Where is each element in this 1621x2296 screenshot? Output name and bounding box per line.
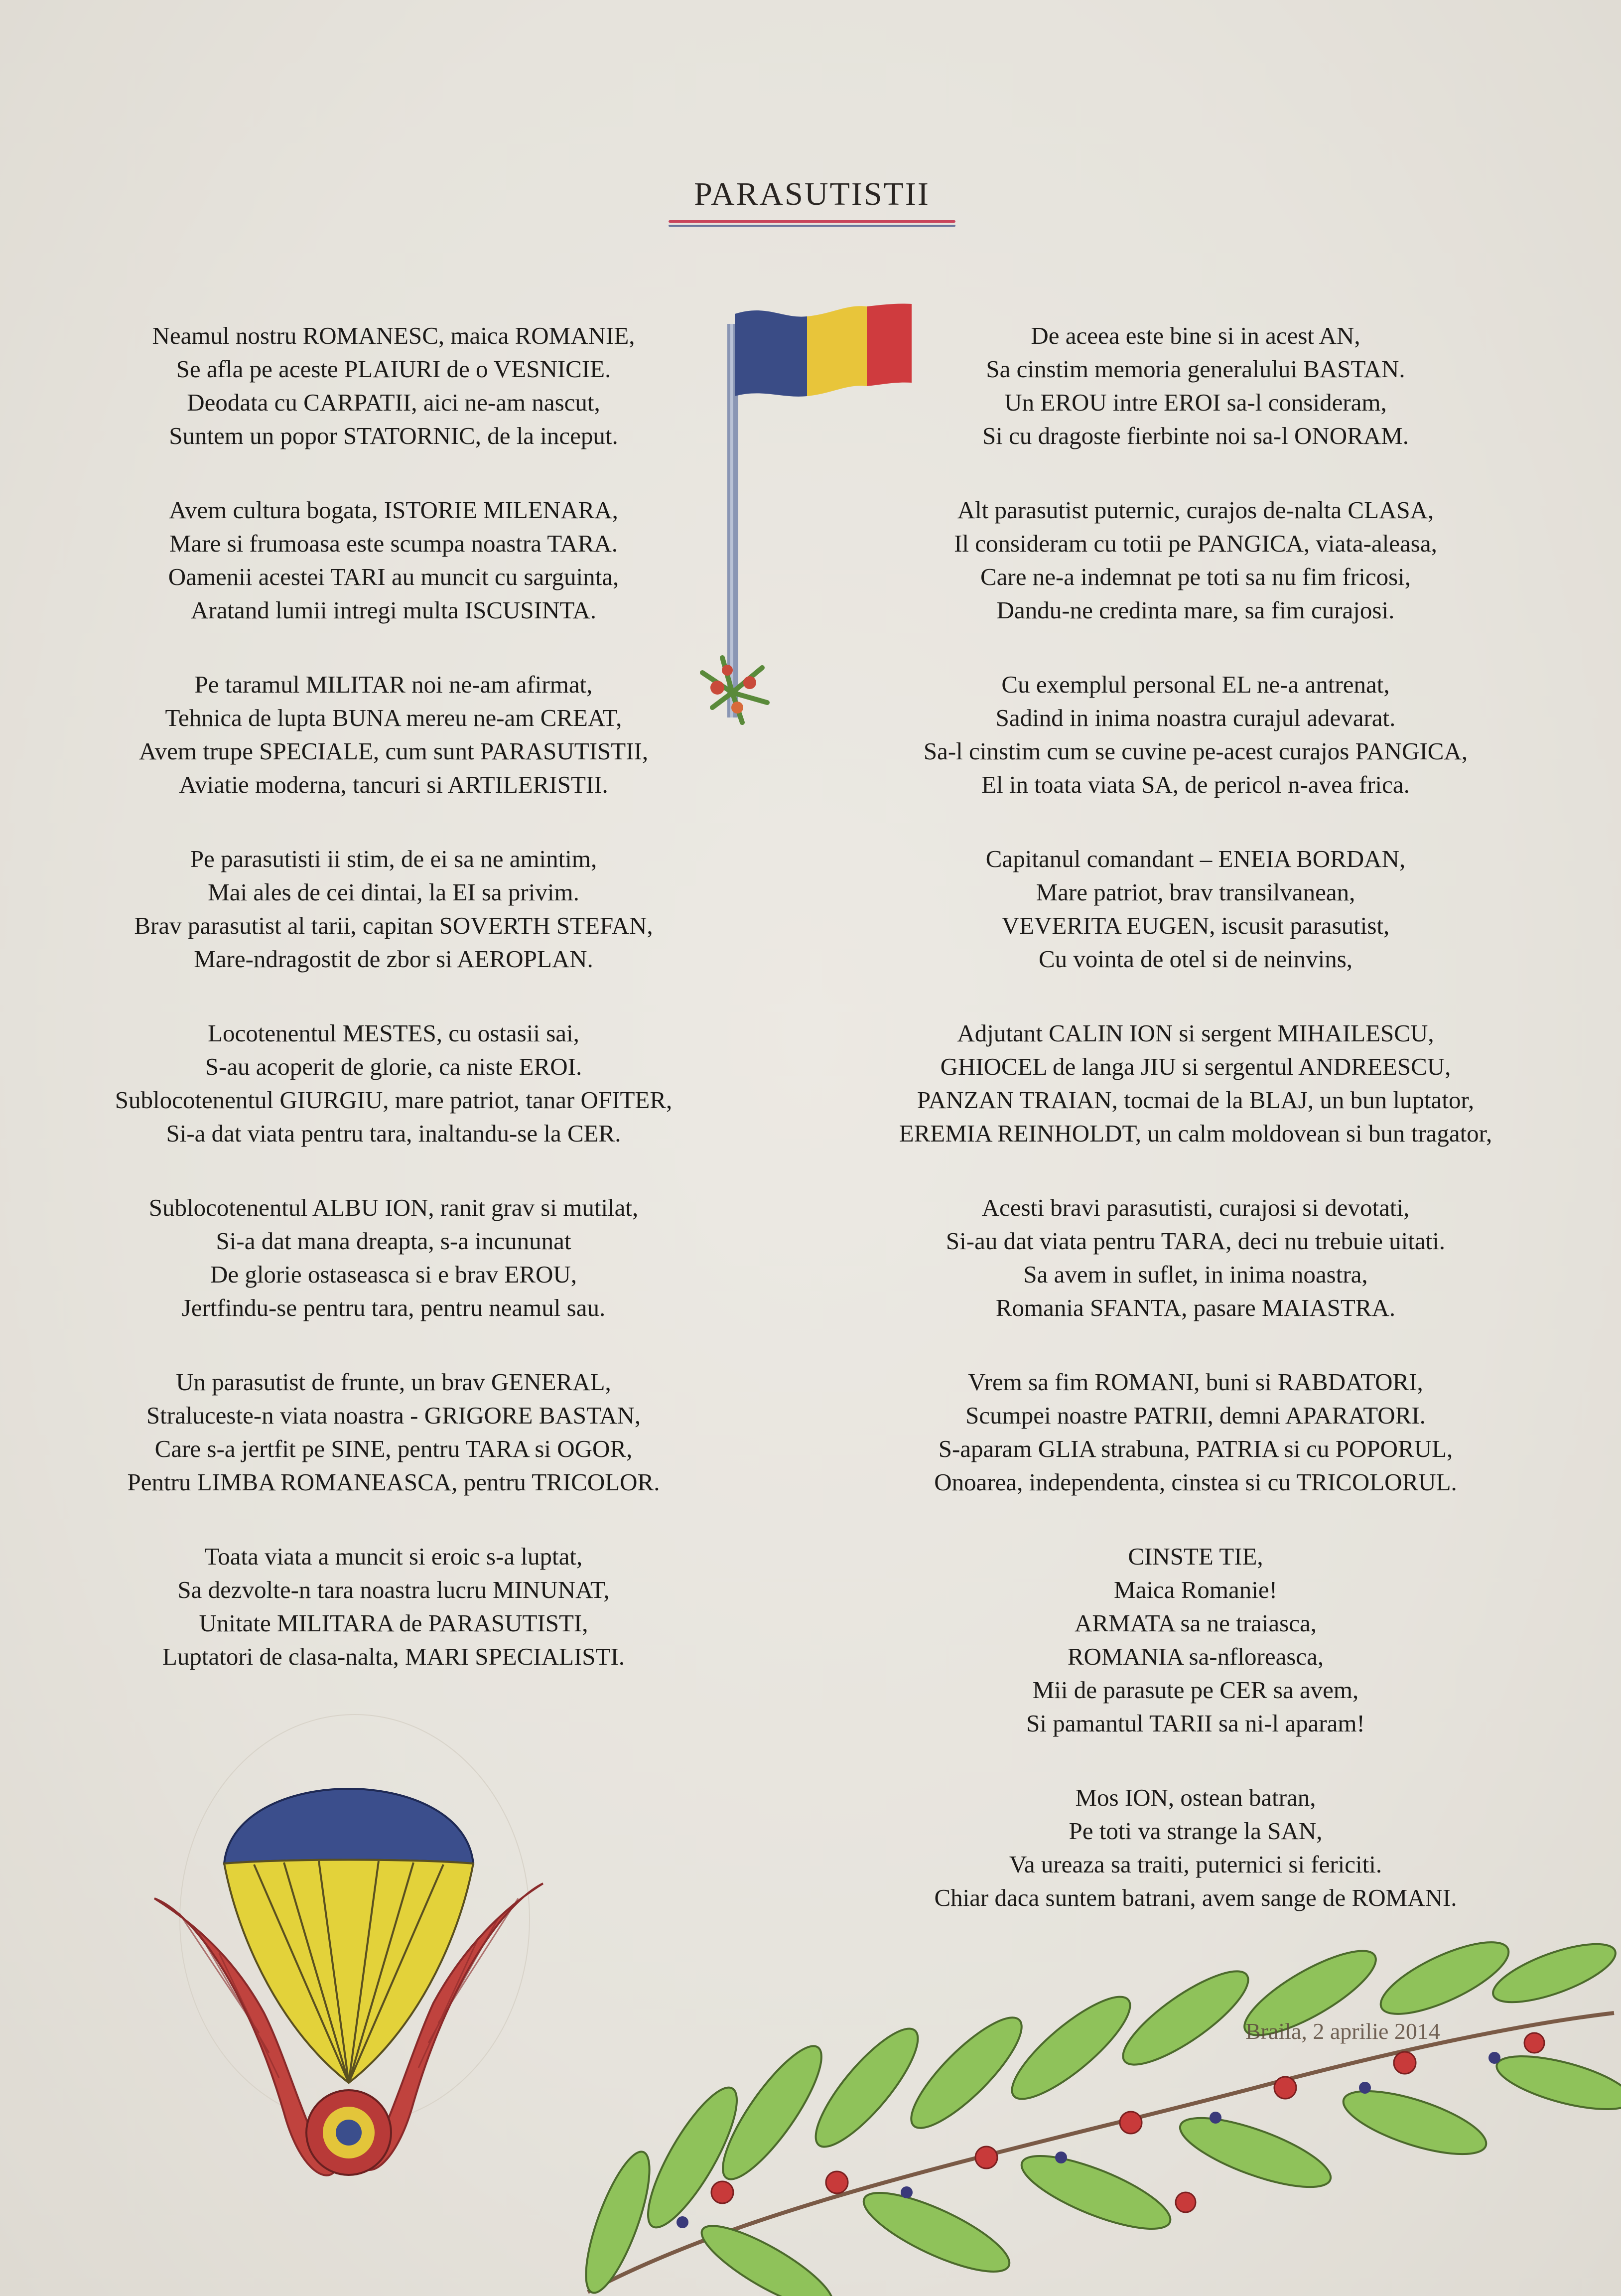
verse-line: Neamul nostru ROMANESC, maica ROMANIE, — [152, 322, 635, 349]
stanza-right-3 — [807, 668, 1584, 801]
verse-line: Si-a dat mana dreapta, s-a incununat — [216, 1227, 571, 1255]
verse-line: Pe parasutisti ii stim, de ei sa ne amintim, — [190, 845, 597, 872]
verse-line: Pe taramul MILITAR noi ne-am afirmat, — [194, 671, 593, 698]
verse-line: Sublocotenentul ALBU ION, ranit grav si mutilat, — [148, 1194, 639, 1221]
verse-line: Tehnica de lupta BUNA mereu ne-am CREAT, — [165, 704, 622, 731]
verse-line: S-au acoperit de glorie, ca niste EROI. — [205, 1053, 582, 1080]
verse-line: PANZAN TRAIAN, tocmai de la BLAJ, un bun luptator, — [917, 1086, 1475, 1114]
stanza-left-7 — [40, 1365, 747, 1499]
verse-line: Mii de parasute pe CER sa avem, — [1032, 1676, 1359, 1704]
verse-line: Sa avem in suflet, in inima noastra, — [1023, 1261, 1368, 1288]
laurel-branch-icon — [558, 1923, 1621, 2296]
verse-line: Avem cultura bogata, ISTORIE MILENARA, — [169, 496, 618, 524]
verse-line: Cu exemplul personal EL ne-a antrenat, — [1001, 671, 1390, 698]
verse-line: Mare-ndragostit de zbor si AEROPLAN. — [194, 945, 593, 973]
verse-line: Aviatie moderna, tancuri si ARTILERISTII. — [179, 771, 608, 798]
verse-line: Pe toti va strange la SAN, — [1069, 1817, 1323, 1845]
stanza-left-3 — [40, 668, 747, 801]
stanza-left-8 — [40, 1540, 747, 1673]
verse-line: Si-a dat viata pentru tara, inaltandu-se la CER. — [166, 1120, 621, 1147]
verse-line: Mare patriot, brav transilvanean, — [1036, 878, 1355, 906]
verse-line: Brav parasutist al tarii, capitan SOVERTH STEFAN, — [134, 912, 653, 939]
verse-line: ARMATA sa ne traiasca, — [1075, 1609, 1317, 1637]
verse-line: Chiar daca suntem batrani, avem sange de ROMANI. — [934, 1884, 1457, 1911]
stanza-right-8 — [807, 1540, 1584, 1740]
verse-line: Sublocotenentul GIURGIU, mare patriot, tanar OFITER, — [115, 1086, 673, 1114]
verse-line: EREMIA REINHOLDT, un calm moldovean si bun tragator, — [899, 1120, 1492, 1147]
verse-line: Locotenentul MESTES, cu ostasii sai, — [208, 1019, 579, 1047]
verse-line: Alt parasutist puternic, curajos de-nalta CLASA, — [957, 496, 1434, 524]
verse-line: De aceea este bine si in acest AN, — [1031, 322, 1360, 349]
verse-line: Se afla pe aceste PLAIURI de o VESNICIE. — [176, 355, 611, 383]
verse-line: El in toata viata SA, de pericol n-avea frica. — [981, 771, 1410, 798]
verse-line: Suntem un popor STATORNIC, de la inceput. — [169, 422, 618, 449]
verse-line: De glorie ostaseasca si e brav EROU, — [210, 1261, 577, 1288]
poem-title: PARASUTISTII — [694, 176, 930, 212]
verse-line: Il consideram cu totii pe PANGICA, viata-aleasa, — [954, 530, 1437, 557]
stanza-left-4 — [40, 842, 747, 976]
verse-line: Cu vointa de otel si de neinvins, — [1038, 945, 1353, 973]
verse-line: S-aparam GLIA strabuna, PATRIA si cu POPORUL, — [938, 1435, 1453, 1462]
verse-line: Straluceste-n viata noastra - GRIGORE BASTAN, — [146, 1402, 641, 1429]
verse-line: Deodata cu CARPATII, aici ne-am nascut, — [187, 389, 600, 416]
stanza-left-1 — [40, 319, 747, 452]
verse-line: CINSTE TIE, — [1128, 1543, 1263, 1570]
verse-line: Sa dezvolte-n tara noastra lucru MINUNAT, — [177, 1576, 610, 1603]
stanza-right-6 — [807, 1191, 1584, 1324]
stanza-right-4 — [807, 842, 1584, 976]
stanza-right-2 — [807, 493, 1584, 627]
verse-line: Toata viata a muncit si eroic s-a luptat, — [204, 1543, 583, 1570]
poem-left-column — [40, 319, 747, 1714]
verse-line: Mai ales de cei dintai, la EI sa privim. — [208, 878, 579, 906]
verse-line: Si-au dat viata pentru TARA, deci nu trebuie uitati. — [946, 1227, 1446, 1255]
title-underline — [669, 220, 955, 227]
stanza-right-9 — [807, 1781, 1584, 1914]
verse-line: Si cu dragoste fierbinte noi sa-l ONORAM. — [982, 422, 1409, 449]
verse-line: Un EROU intre EROI sa-l consideram, — [1004, 389, 1387, 416]
verse-line: Romania SFANTA, pasare MAIASTRA. — [995, 1294, 1396, 1321]
verse-line: Mos ION, ostean batran, — [1075, 1784, 1316, 1811]
verse-line: Va ureaza sa traiti, puternici si fericiti. — [1009, 1851, 1382, 1878]
verse-line: Dandu-ne credinta mare, sa fim curajosi. — [996, 596, 1395, 624]
parachute-wings-badge-icon — [135, 1734, 563, 2242]
stanza-right-1 — [807, 319, 1584, 452]
stanza-right-5 — [807, 1016, 1584, 1150]
verse-line: Pentru LIMBA ROMANEASCA, pentru TRICOLOR. — [127, 1468, 660, 1496]
verse-line: Care ne-a indemnat pe toti sa nu fim fricosi, — [980, 563, 1411, 590]
poem-right-column — [807, 319, 1584, 1955]
verse-line: Avem trupe SPECIALE, cum sunt PARASUTISTII, — [138, 737, 649, 765]
verse-line: Sa-l cinstim cum se cuvine pe-acest curajos PANGICA, — [923, 737, 1468, 765]
verse-line: Care s-a jertfit pe SINE, pentru TARA si OGOR, — [154, 1435, 633, 1462]
verse-line: Adjutant CALIN ION si sergent MIHAILESCU, — [957, 1019, 1434, 1047]
stanza-left-6 — [40, 1191, 747, 1324]
verse-line: Onoarea, independenta, cinstea si cu TRICOLORUL. — [934, 1468, 1457, 1496]
verse-line: Sadind in inima noastra curajul adevarat. — [995, 704, 1396, 731]
verse-line: GHIOCEL de langa JIU si sergentul ANDREESCU, — [940, 1053, 1451, 1080]
verse-line: ROMANIA sa-nfloreasca, — [1067, 1643, 1324, 1670]
verse-line: Aratand lumii intregi multa ISCUSINTA. — [190, 596, 596, 624]
verse-line: Vrem sa fim ROMANI, buni si RABDATORI, — [968, 1368, 1423, 1396]
verse-line: Maica Romanie! — [1114, 1576, 1277, 1603]
stanza-right-7 — [807, 1365, 1584, 1499]
signature-date: Braila, 2 aprilie 2014 — [1245, 2018, 1440, 2044]
verse-line: Un parasutist de frunte, un brav GENERAL, — [176, 1368, 611, 1396]
verse-line: Sa cinstim memoria generalului BASTAN. — [986, 355, 1405, 383]
verse-line: Si pamantul TARII sa ni-l aparam! — [1026, 1710, 1365, 1737]
stanza-left-2 — [40, 493, 747, 627]
verse-line: Luptatori de clasa-nalta, MARI SPECIALISTI. — [162, 1643, 625, 1670]
verse-line: Oamenii acestei TARI au muncit cu sarguinta, — [168, 563, 619, 590]
verse-line: Scumpei noastre PATRII, demni APARATORI. — [965, 1402, 1426, 1429]
verse-line: Unitate MILITARA de PARASUTISTI, — [199, 1609, 588, 1637]
verse-line: Jertfindu-se pentru tara, pentru neamul sau. — [181, 1294, 606, 1321]
verse-line: VEVERITA EUGEN, iscusit parasutist, — [1001, 912, 1390, 939]
stanza-left-5 — [40, 1016, 747, 1150]
verse-line: Acesti bravi parasutisti, curajosi si devotati, — [981, 1194, 1410, 1221]
verse-line: Mare si frumoasa este scumpa noastra TARA. — [169, 530, 618, 557]
verse-line: Capitanul comandant – ENEIA BORDAN, — [985, 845, 1406, 872]
